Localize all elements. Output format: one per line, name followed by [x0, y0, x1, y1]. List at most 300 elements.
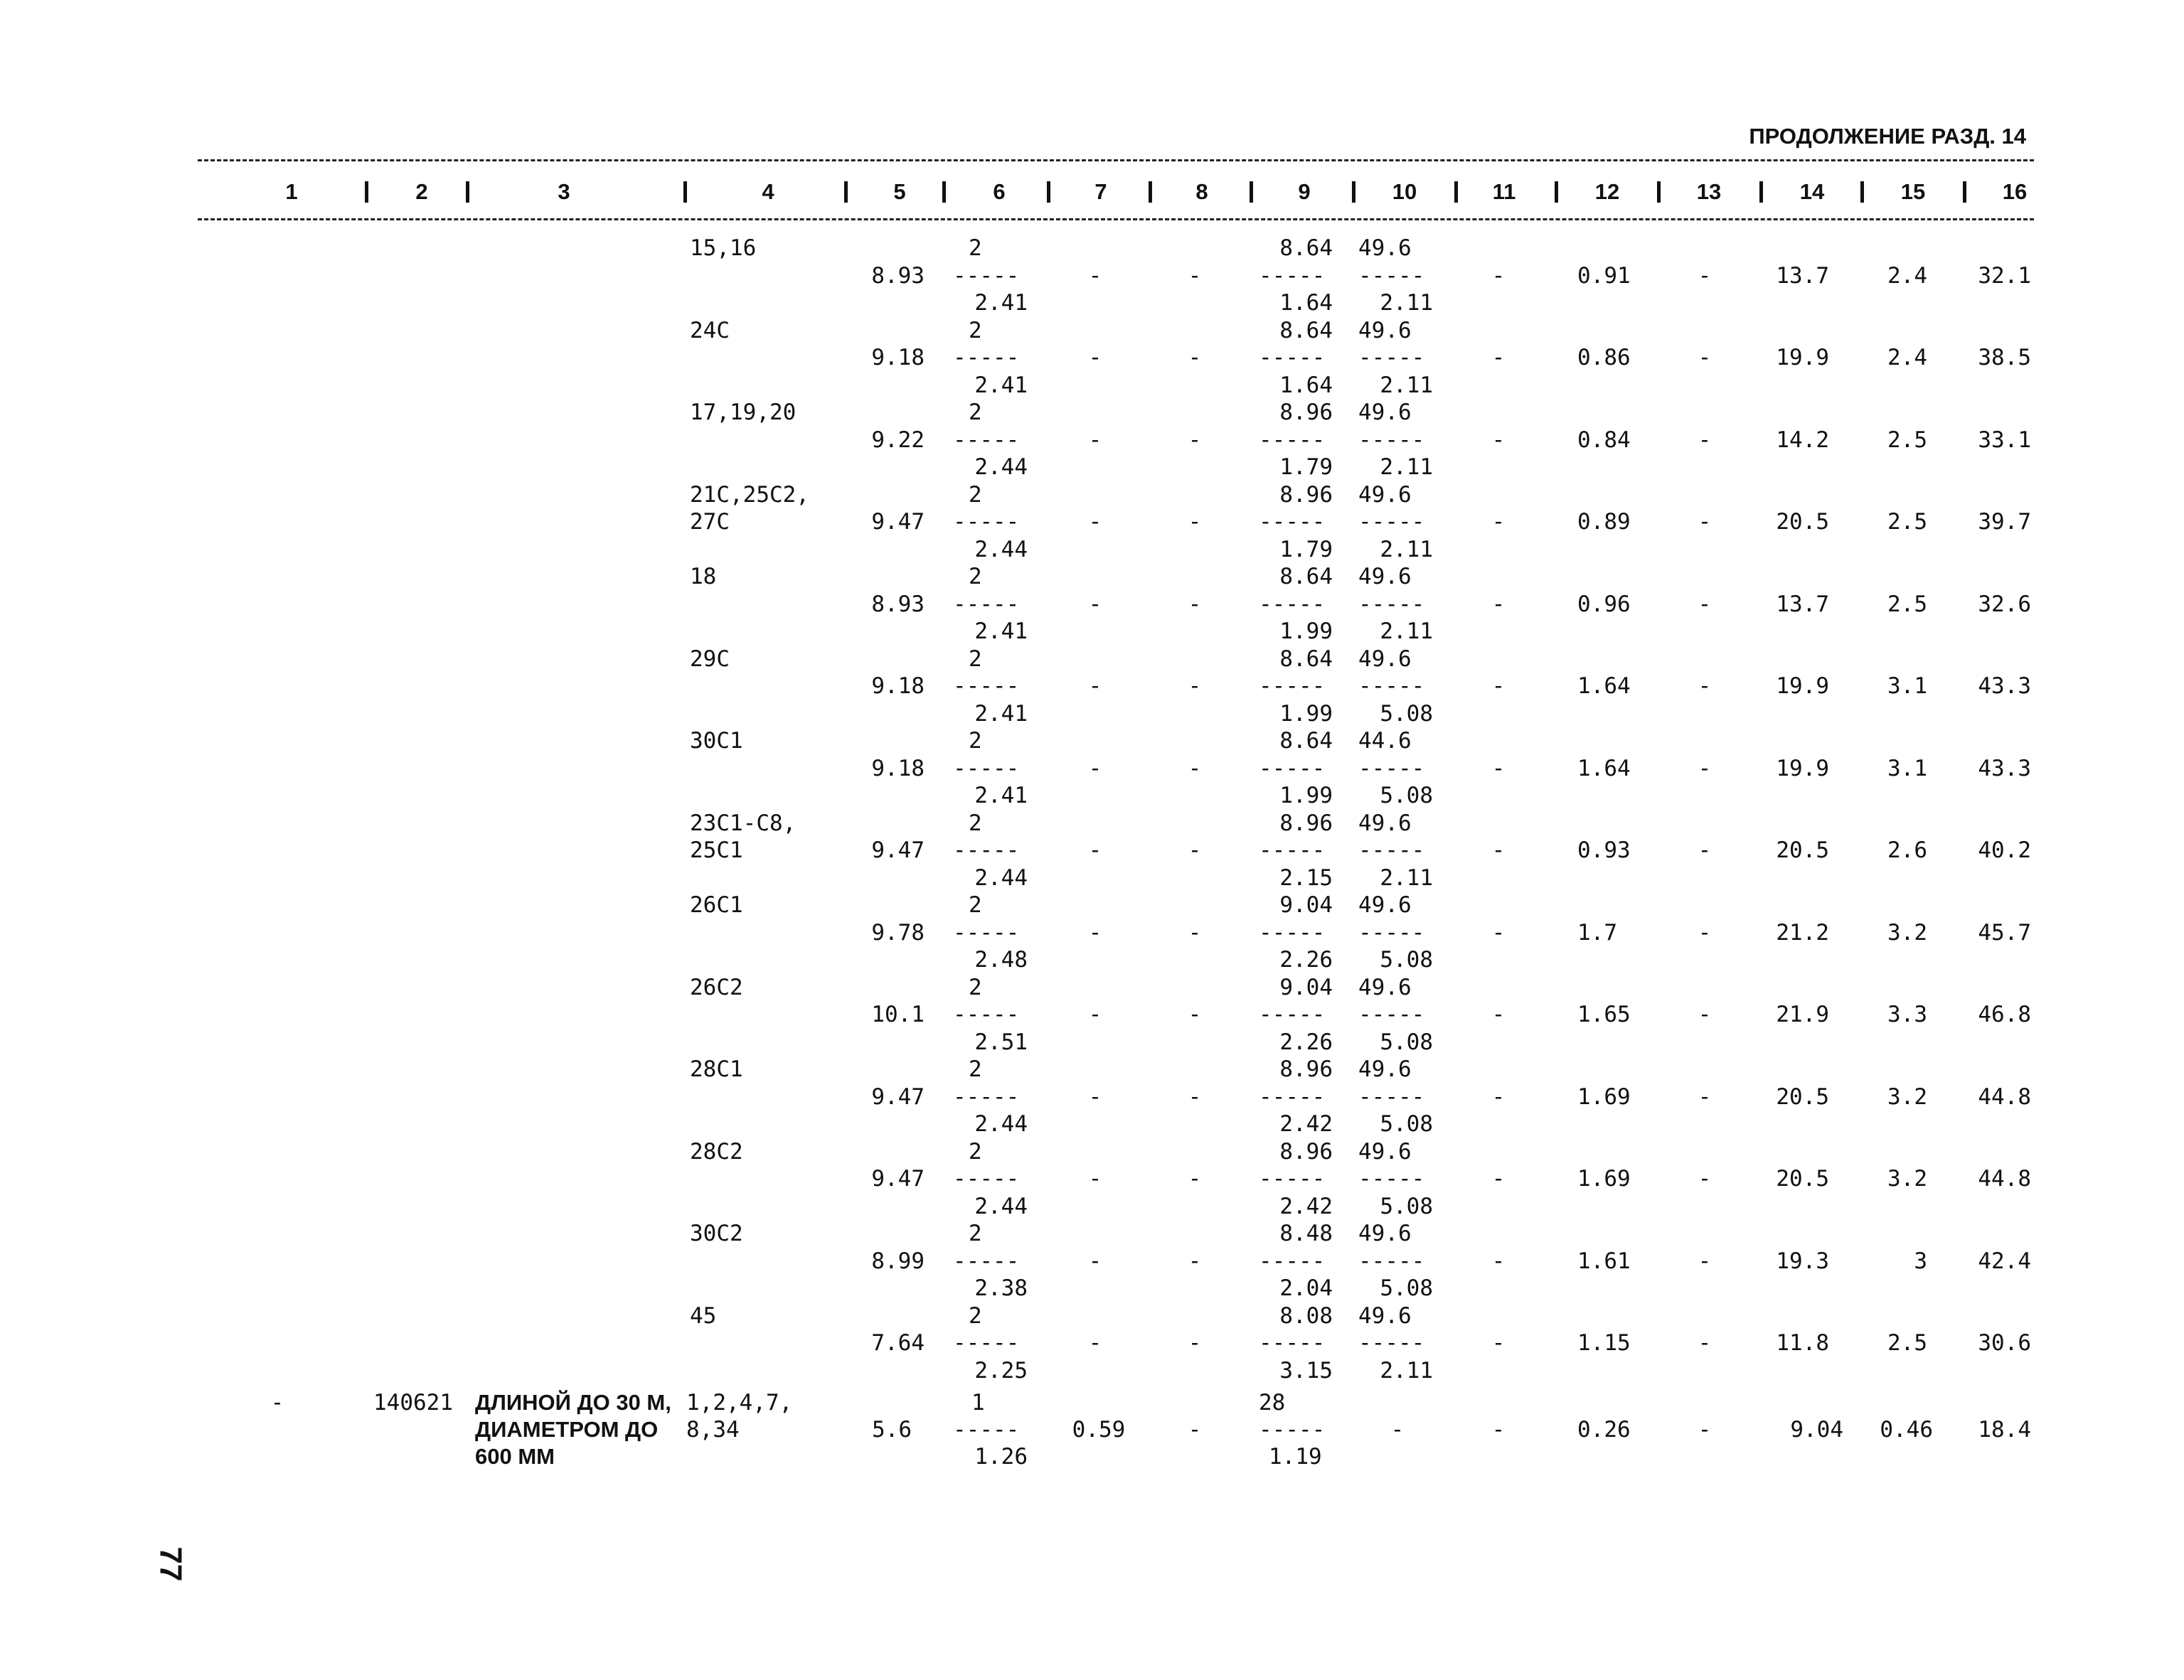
table-cell: 43.3	[1978, 755, 2031, 781]
table-cell: -	[1698, 509, 1712, 535]
column-separator	[1047, 181, 1050, 203]
column-header-4: 4	[762, 179, 774, 204]
table-cell: 1.61	[1577, 1248, 1631, 1274]
fraction-numerator: 8.64	[1279, 728, 1333, 754]
table-cell: -	[1188, 1330, 1202, 1356]
table-cell: 9.04	[1790, 1417, 1843, 1443]
table-cell: 13.7	[1776, 262, 1829, 289]
table-cell: 2.6	[1887, 838, 1927, 863]
fraction-denominator: 2.11	[1380, 619, 1433, 644]
page-title: ПРОДОЛЖЕНИЕ РАЗД. 14	[1749, 124, 2026, 149]
column-header-13: 13	[1696, 179, 1722, 204]
table-cell: 46.8	[1978, 1002, 2031, 1027]
table-cell: -	[1188, 509, 1202, 535]
table-cell: -	[1188, 755, 1202, 781]
fraction-numerator: 49.6	[1358, 892, 1412, 918]
table-cell: 2.5	[1887, 591, 1927, 617]
table-cell: 42.4	[1978, 1248, 2031, 1274]
fraction-denominator: 1.99	[1279, 619, 1333, 644]
table-cell: 1.64	[1577, 755, 1631, 781]
fraction-bar: -----	[953, 1248, 1020, 1274]
fraction-numerator: 2	[969, 1056, 982, 1082]
table-cell: 43.3	[1978, 673, 2031, 699]
column-separator	[942, 181, 946, 203]
fraction-denominator: 5.08	[1380, 783, 1433, 808]
fraction-numerator: 8.08	[1279, 1302, 1333, 1329]
table-cell: -	[1491, 427, 1506, 453]
fraction-bar: -----	[953, 1166, 1020, 1192]
table-cell: 0.26	[1577, 1417, 1631, 1443]
table-cell: 0.59	[1072, 1417, 1126, 1443]
table-cell: -	[1491, 1166, 1506, 1192]
table-cell: 2.4	[1887, 345, 1927, 370]
table-cell: 0.46	[1880, 1417, 1933, 1443]
column-separator	[1454, 181, 1458, 203]
table-cell: 0.89	[1577, 509, 1631, 535]
table-cell: 9.47	[871, 838, 925, 863]
table-cell: -	[1088, 509, 1102, 535]
table-row-designation: 30С1	[690, 728, 743, 754]
fraction-denominator: 5.08	[1380, 1193, 1433, 1219]
fraction-bar: -----	[953, 919, 1020, 946]
column-header-11: 11	[1492, 179, 1516, 204]
table-cell: -	[1188, 919, 1202, 946]
fraction-numerator: 2	[969, 400, 982, 425]
fraction-bar: -----	[953, 509, 1020, 535]
fraction-denominator: 2.44	[974, 1111, 1028, 1137]
table-cell: 3.3	[1887, 1002, 1927, 1027]
column-header-12: 12	[1594, 179, 1620, 204]
table-cell: -	[1088, 838, 1102, 863]
table-cell: 8.99	[871, 1248, 925, 1274]
fraction-bar: -----	[1358, 1330, 1425, 1356]
table-cell: 9.78	[871, 919, 925, 946]
table-cell: 1.7	[1577, 919, 1617, 946]
column-header-9: 9	[1298, 179, 1311, 204]
table-cell: 0.91	[1577, 262, 1631, 289]
fraction-numerator: 49.6	[1358, 235, 1412, 261]
fraction-denominator: 5.08	[1380, 1111, 1433, 1137]
table-row-designation: 18	[690, 564, 717, 589]
table-cell: -	[1491, 509, 1506, 535]
table-cell: -	[1088, 919, 1102, 946]
table-cell: -	[1188, 838, 1202, 863]
table-cell: -	[1698, 427, 1712, 453]
table-cell: 3	[1914, 1248, 1927, 1274]
table-cell: -	[1491, 1330, 1506, 1356]
fraction-denominator: 2.11	[1380, 454, 1433, 480]
fraction-denominator: 2.15	[1279, 865, 1333, 891]
item-description: ДЛИНОЙ ДО 30 М,	[475, 1390, 671, 1415]
fraction-bar: -----	[1259, 838, 1326, 863]
table-cell: 21.2	[1776, 919, 1829, 946]
fraction-bar: -----	[1259, 1248, 1326, 1274]
fraction-bar: -----	[1259, 1330, 1326, 1356]
table-cell: 18.4	[1978, 1417, 2031, 1443]
fraction-denominator: 2.48	[974, 947, 1028, 973]
table-cell: 14.2	[1776, 427, 1829, 453]
fraction-denominator: 2.41	[974, 290, 1028, 316]
table-cell: 2.5	[1887, 509, 1927, 535]
page-number: 77	[153, 1546, 188, 1582]
table-cell: -	[1698, 1002, 1712, 1027]
fraction-numerator: 2	[969, 1138, 982, 1165]
fraction-bar: -----	[953, 1417, 1020, 1443]
fraction-numerator: 49.6	[1358, 400, 1412, 425]
table-cell: 39.7	[1978, 509, 2031, 535]
table-cell: 20.5	[1776, 509, 1829, 535]
table-cell: -	[1188, 1417, 1202, 1443]
table-cell: 3.1	[1887, 755, 1927, 781]
fraction-bar: -----	[1358, 919, 1425, 946]
fraction-bar: -----	[1259, 919, 1326, 946]
fraction-numerator: 1	[971, 1390, 985, 1416]
fraction-bar: -----	[1358, 755, 1425, 781]
fraction-denominator: 2.44	[974, 454, 1028, 480]
fraction-denominator: 2.11	[1380, 536, 1433, 562]
fraction-denominator: 2.38	[974, 1275, 1028, 1301]
fraction-denominator: 1.19	[1269, 1444, 1322, 1470]
table-cell: -	[1390, 1417, 1405, 1443]
column-separator	[466, 181, 469, 203]
table-cell: 44.8	[1978, 1084, 2031, 1110]
table-cell: 44.8	[1978, 1166, 2031, 1192]
table-cell: 19.9	[1776, 673, 1829, 699]
fraction-bar: -----	[953, 262, 1020, 289]
table-cell: 3.2	[1887, 1166, 1927, 1192]
table-cell: 32.1	[1978, 262, 2031, 289]
table-cell: -	[1088, 427, 1102, 453]
table-cell: -	[1491, 919, 1506, 946]
column-separator	[1759, 181, 1763, 203]
table-cell: -	[1088, 755, 1102, 781]
table-row-designation: 25С1	[690, 838, 743, 863]
fraction-numerator: 2	[969, 892, 982, 918]
fraction-numerator: 2	[969, 810, 982, 836]
fraction-denominator: 2.04	[1279, 1275, 1333, 1301]
table-cell: 8.93	[871, 262, 925, 289]
fraction-denominator: 2.11	[1380, 1357, 1433, 1384]
fraction-bar: -----	[1259, 755, 1326, 781]
table-cell: 3.2	[1887, 919, 1927, 946]
table-cell: -	[1491, 1417, 1506, 1443]
fraction-bar: -----	[1358, 262, 1425, 289]
table-cell: -	[1188, 1248, 1202, 1274]
table-cell: 2.5	[1887, 427, 1927, 453]
table-cell: -	[1491, 1084, 1506, 1110]
fraction-denominator: 1.79	[1279, 536, 1333, 562]
table-cell: 19.3	[1776, 1248, 1829, 1274]
table-cell: 0.86	[1577, 345, 1631, 370]
column-separator	[1860, 181, 1864, 203]
table-row-designation: 17,19,20	[690, 400, 797, 425]
item-code: 140621	[373, 1390, 453, 1416]
fraction-numerator: 8.64	[1279, 317, 1333, 343]
table-cell: 1.65	[1577, 1002, 1631, 1027]
header-rule	[198, 159, 2034, 161]
table-cell: 2.4	[1887, 262, 1927, 289]
table-cell: 10.1	[871, 1002, 925, 1027]
fraction-bar: -----	[953, 1330, 1020, 1356]
fraction-numerator: 8.96	[1279, 810, 1333, 836]
table-cell: 45.7	[1978, 919, 2031, 946]
table-row-designation: 8,34	[686, 1417, 740, 1443]
fraction-numerator: 9.04	[1279, 892, 1333, 918]
fraction-bar: -----	[1358, 1166, 1425, 1192]
table-cell: 3.1	[1887, 673, 1927, 699]
table-row-designation: 30С2	[690, 1221, 743, 1246]
fraction-numerator: 2	[969, 1221, 982, 1246]
fraction-denominator: 1.99	[1279, 700, 1333, 727]
fraction-denominator: 5.08	[1380, 1029, 1433, 1055]
fraction-bar: -----	[1358, 1084, 1425, 1110]
fraction-numerator: 8.64	[1279, 235, 1333, 261]
fraction-numerator: 49.6	[1358, 564, 1412, 589]
table-cell: 40.2	[1978, 838, 2031, 863]
column-header-2: 2	[415, 179, 428, 204]
table-cell: 20.5	[1776, 1166, 1829, 1192]
table-cell: -	[1491, 1248, 1506, 1274]
table-cell: 33.1	[1978, 427, 2031, 453]
table-cell: 9.47	[871, 509, 925, 535]
column-separator	[1657, 181, 1661, 203]
table-cell: 20.5	[1776, 838, 1829, 863]
fraction-numerator: 49.6	[1358, 1056, 1412, 1082]
table-row-designation: 1,2,4,7,	[686, 1390, 793, 1416]
column-separator	[844, 181, 848, 203]
fraction-numerator: 8.48	[1279, 1221, 1333, 1246]
table-cell: 13.7	[1776, 591, 1829, 617]
table-row-designation: 29С	[690, 646, 730, 672]
table-cell: -	[1491, 262, 1506, 289]
table-cell: -	[1491, 345, 1506, 370]
fraction-bar: -----	[953, 1084, 1020, 1110]
fraction-bar: -----	[1358, 1248, 1425, 1274]
fraction-numerator: 49.6	[1358, 974, 1412, 1000]
fraction-denominator: 2.26	[1279, 1029, 1333, 1055]
column-header-6: 6	[993, 179, 1006, 204]
table-row-designation: 15,16	[690, 235, 757, 261]
table-cell: 20.5	[1776, 1084, 1829, 1110]
fraction-numerator: 2	[969, 481, 982, 508]
column-separator	[1250, 181, 1253, 203]
table-cell: -	[1491, 591, 1506, 617]
table-cell: -	[1088, 262, 1102, 289]
fraction-numerator: 49.6	[1358, 1138, 1412, 1165]
fraction-bar: -----	[953, 838, 1020, 863]
fraction-numerator: 9.04	[1279, 974, 1333, 1000]
header-rule	[198, 218, 2034, 220]
table-cell: -	[1698, 262, 1712, 289]
table-cell: -	[1491, 673, 1506, 699]
fraction-numerator: 8.96	[1279, 400, 1333, 425]
table-cell: -	[1088, 1330, 1102, 1356]
table-cell: 1.15	[1577, 1330, 1631, 1356]
table-row-designation: 28С2	[690, 1138, 743, 1165]
fraction-denominator: 1.64	[1279, 372, 1333, 398]
fraction-bar: -----	[1358, 345, 1425, 370]
table-cell: 5.6	[872, 1417, 912, 1443]
fraction-numerator: 49.6	[1358, 1221, 1412, 1246]
table-cell: 9.47	[871, 1084, 925, 1110]
fraction-denominator: 2.44	[974, 865, 1028, 891]
column-separator	[1149, 181, 1152, 203]
fraction-bar: -----	[1259, 673, 1326, 699]
fraction-denominator: 1.79	[1279, 454, 1333, 480]
fraction-bar: -----	[1259, 427, 1326, 453]
table-cell: 0.93	[1577, 838, 1631, 863]
fraction-numerator: 2	[969, 317, 982, 343]
column-separator	[365, 181, 368, 203]
fraction-denominator: 2.44	[974, 536, 1028, 562]
table-cell: 11.8	[1776, 1330, 1829, 1356]
table-cell: 0.84	[1577, 427, 1631, 453]
fraction-denominator: 2.41	[974, 619, 1028, 644]
fraction-bar: -----	[1358, 427, 1425, 453]
fraction-bar: -----	[1358, 509, 1425, 535]
fraction-numerator: 2	[969, 728, 982, 754]
fraction-numerator: 49.6	[1358, 317, 1412, 343]
column-header-7: 7	[1094, 179, 1107, 204]
table-cell: -	[1698, 1417, 1712, 1443]
table-cell: 1.69	[1577, 1084, 1631, 1110]
table-cell: -	[1088, 591, 1102, 617]
item-description: ДИАМЕТРОМ ДО	[475, 1417, 659, 1442]
table-cell: -	[1188, 345, 1202, 370]
table-cell: 9.18	[871, 755, 925, 781]
column-header-1: 1	[285, 179, 298, 204]
table-cell: -	[1698, 345, 1712, 370]
fraction-bar: -----	[953, 591, 1020, 617]
fraction-numerator: 49.6	[1358, 1302, 1412, 1329]
fraction-bar: -----	[1259, 1166, 1326, 1192]
fraction-numerator: 2	[969, 564, 982, 589]
table-cell: -	[1698, 1330, 1712, 1356]
table-cell: -	[1088, 1002, 1102, 1027]
table-cell: 1.64	[1577, 673, 1631, 699]
item-description: 600 ММ	[475, 1444, 555, 1469]
column-header-3: 3	[558, 179, 570, 204]
table-cell: 7.64	[871, 1330, 925, 1356]
table-cell: -	[1188, 427, 1202, 453]
table-row-designation: 45	[690, 1302, 717, 1329]
table-cell: -	[1188, 1084, 1202, 1110]
column-header-5: 5	[893, 179, 906, 204]
fraction-denominator: 2.41	[974, 700, 1028, 727]
fraction-bar: -----	[1259, 345, 1326, 370]
fraction-denominator: 2.51	[974, 1029, 1028, 1055]
fraction-bar: -----	[953, 755, 1020, 781]
fraction-bar: -----	[1259, 1084, 1326, 1110]
table-cell: -	[1698, 1166, 1712, 1192]
table-row-designation: 24С	[690, 317, 730, 343]
table-cell: -	[1088, 345, 1102, 370]
table-row-designation: 28С1	[690, 1056, 743, 1082]
fraction-bar: -----	[1259, 1002, 1326, 1027]
table-cell: -	[1698, 838, 1712, 863]
fraction-numerator: 49.6	[1358, 810, 1412, 836]
fraction-denominator: 3.15	[1279, 1357, 1333, 1384]
table-cell: -	[1491, 1002, 1506, 1027]
table-cell: -	[1491, 838, 1506, 863]
table-cell: -	[1088, 1248, 1102, 1274]
table-cell: 21.9	[1776, 1002, 1829, 1027]
table-cell: -	[1088, 1166, 1102, 1192]
fraction-bar: -----	[1358, 1002, 1425, 1027]
fraction-numerator: 2	[969, 974, 982, 1000]
fraction-denominator: 2.11	[1380, 865, 1433, 891]
table-row-designation: 27С	[690, 509, 730, 535]
table-row-designation: 26С2	[690, 974, 743, 1000]
table-cell: 0.96	[1577, 591, 1631, 617]
table-cell: 19.9	[1776, 345, 1829, 370]
fraction-bar: -----	[1358, 838, 1425, 863]
column-separator	[1555, 181, 1558, 203]
fraction-bar: -----	[1259, 1417, 1326, 1443]
fraction-denominator: 5.08	[1380, 1275, 1433, 1301]
table-cell: -	[1698, 673, 1712, 699]
fraction-bar: -----	[953, 673, 1020, 699]
table-cell: -	[1188, 591, 1202, 617]
table-cell: 9.47	[871, 1166, 925, 1192]
table-cell: -	[1188, 262, 1202, 289]
fraction-bar: -----	[953, 345, 1020, 370]
column-header-14: 14	[1799, 179, 1825, 204]
fraction-numerator: 2	[969, 235, 982, 261]
column-separator	[1352, 181, 1355, 203]
table-cell: -	[1188, 673, 1202, 699]
fraction-bar: -----	[1259, 262, 1326, 289]
table-cell: 3.2	[1887, 1084, 1927, 1110]
table-row-designation: 21С,25С2,	[690, 481, 809, 508]
column-header-10: 10	[1392, 179, 1417, 204]
fraction-bar: -----	[1259, 591, 1326, 617]
table-cell: 19.9	[1776, 755, 1829, 781]
table-cell: -	[1088, 673, 1102, 699]
table-cell: -	[1698, 1248, 1712, 1274]
table-cell: 9.18	[871, 673, 925, 699]
fraction-numerator: 49.6	[1358, 646, 1412, 672]
fraction-denominator: 2.44	[974, 1193, 1028, 1219]
fraction-numerator: 8.96	[1279, 481, 1333, 508]
table-cell: 38.5	[1978, 345, 2031, 370]
table-cell: -	[1188, 1166, 1202, 1192]
table-cell: 2.5	[1887, 1330, 1927, 1356]
fraction-denominator: 2.41	[974, 783, 1028, 808]
fraction-denominator: 5.08	[1380, 947, 1433, 973]
fraction-denominator: 5.08	[1380, 700, 1433, 727]
fraction-denominator: 2.42	[1279, 1193, 1333, 1219]
fraction-numerator: 2	[969, 646, 982, 672]
fraction-bar: -----	[1259, 509, 1326, 535]
table-cell: -	[1088, 1084, 1102, 1110]
fraction-bar: -----	[953, 427, 1020, 453]
fraction-bar: -----	[953, 1002, 1020, 1027]
table-cell: 9.22	[871, 427, 925, 453]
fraction-numerator: 2	[969, 1302, 982, 1329]
table-row-designation: 26С1	[690, 892, 743, 918]
fraction-denominator: 1.64	[1279, 290, 1333, 316]
fraction-numerator: 8.96	[1279, 1138, 1333, 1165]
table-cell: -	[270, 1390, 284, 1416]
fraction-denominator: 2.11	[1380, 290, 1433, 316]
column-header-15: 15	[1900, 179, 1926, 204]
fraction-numerator: 8.64	[1279, 564, 1333, 589]
fraction-denominator: 2.25	[974, 1357, 1028, 1384]
column-header-16: 16	[2002, 179, 2028, 204]
fraction-denominator: 2.11	[1380, 372, 1433, 398]
fraction-denominator: 1.26	[974, 1444, 1028, 1470]
